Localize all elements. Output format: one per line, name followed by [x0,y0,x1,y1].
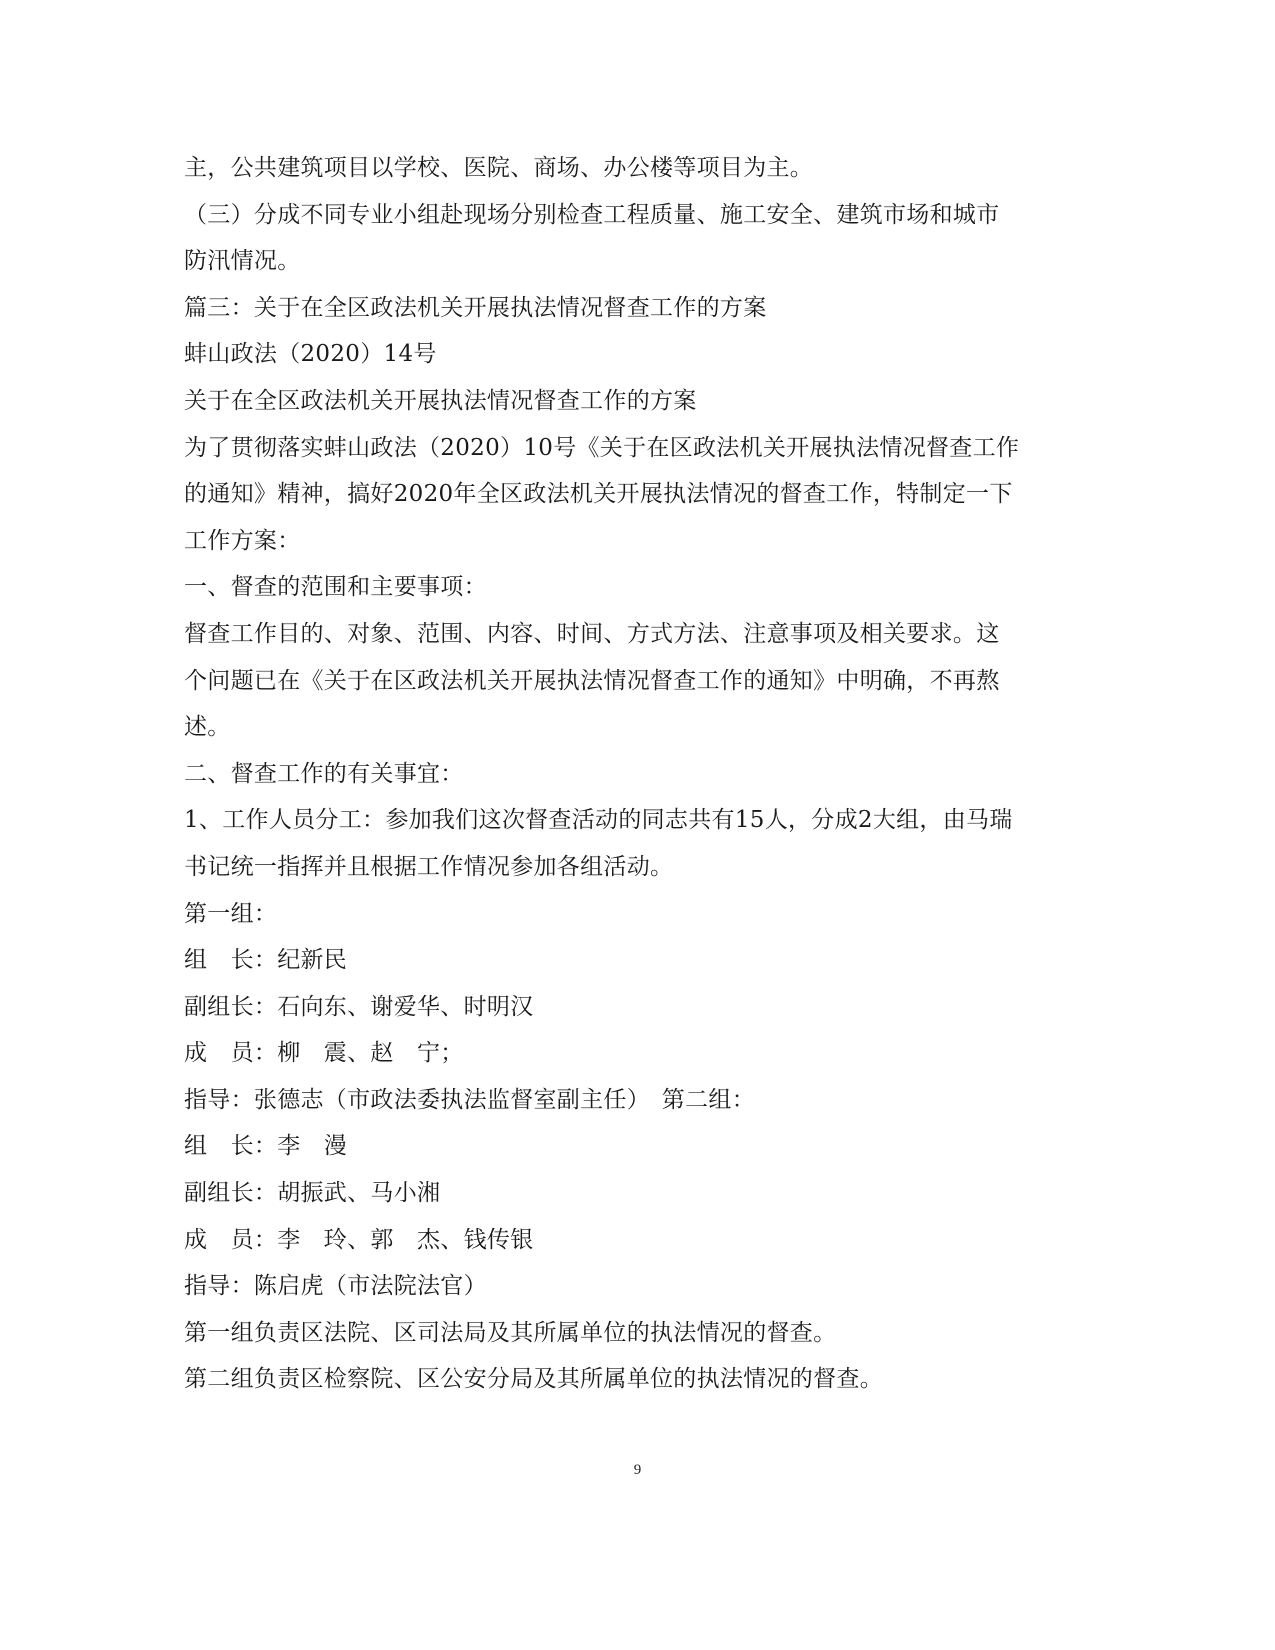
document-body [184,145,1044,1403]
roster-line: 成 员：柳 震、赵 宁； [184,1040,464,1067]
text-line: 书记统一指挥并且根据工作情况参加各组活动。 [184,853,674,880]
group-heading: 第一组： [184,900,278,927]
text-line: 第一组负责区法院、区司法局及其所属单位的执法情况的督查。 [184,1319,837,1346]
text-line: 的通知》精神，搞好2020年全区政法机关开展执法情况的督查工作，特制定一下 [184,481,1013,508]
page-number: 9 [633,1462,642,1478]
roster-line: 组 长：纪新民 [184,947,348,974]
text-line: 第二组负责区检察院、区公安分局及其所属单位的执法情况的督查。 [184,1366,883,1393]
section-heading: 二、督查工作的有关事宜： [184,760,464,787]
roster-line: 副组长：胡振武、马小湘 [184,1180,441,1207]
roster-line: 指导：陈启虎（市法院法官） [184,1273,487,1300]
text-line: 工作方案： [184,527,301,554]
text-line: 防汛情况。 [184,248,301,275]
text-line: 述。 [184,714,231,741]
roster-line: 组 长：李 漫 [184,1133,348,1160]
section-heading: 一、督查的范围和主要事项： [184,574,487,601]
document-number: 蚌山政法（2020）14号 [184,341,437,368]
section-heading: 篇三：关于在全区政法机关开展执法情况督查工作的方案 [184,294,767,321]
text-line: 1、工作人员分工：参加我们这次督查活动的同志共有15人，分成2大组，由马瑞 [184,807,1013,834]
document-title: 关于在全区政法机关开展执法情况督查工作的方案 [184,387,697,414]
text-line: 个问题已在《关于在区政法机关开展执法情况督查工作的通知》中明确，不再熬 [184,667,1000,694]
text-line: （三）分成不同专业小组赴现场分别检查工程质量、施工安全、建筑市场和城市 [184,201,1000,228]
text-line: 主，公共建筑项目以学校、医院、商场、办公楼等项目为主。 [184,155,814,181]
roster-line: 指导：张德志（市政法委执法监督室副主任） 第二组： [184,1086,755,1113]
text-line: 督查工作目的、对象、范围、内容、时间、方式方法、注意事项及相关要求。这 [184,620,1000,647]
text-line: 为了贯彻落实蚌山政法（2020）10号《关于在区政法机关开展执法情况督查工作 [184,434,1020,461]
roster-line: 成 员：李 玲、郭 杰、钱传银 [184,1226,534,1253]
roster-line: 副组长：石向东、谢爱华、时明汉 [184,993,534,1020]
